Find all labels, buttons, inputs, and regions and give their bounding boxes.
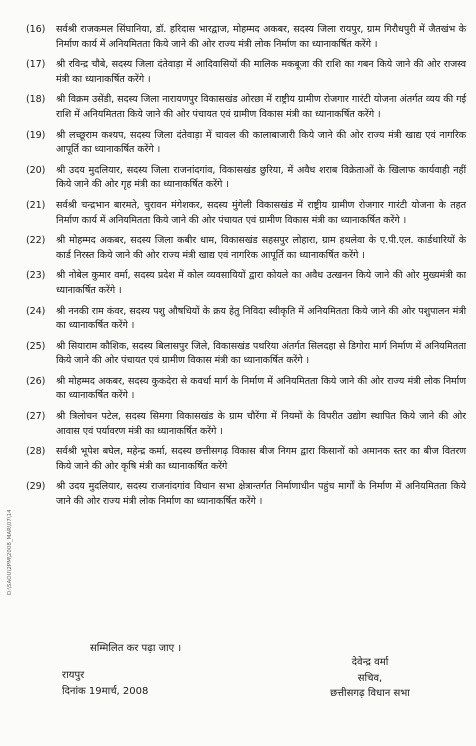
item-number: (17) <box>26 59 46 71</box>
item-number: (26) <box>26 375 46 387</box>
list-item <box>26 445 466 474</box>
item-text: श्री त्रिलोचन पटेल, सदस्य सिमगा विकासखंड के ग्राम चौरेंगा में नियमों के विपरीत उद्योग स्थापित किये जाने की ओर आवास एवं पर्यावरण मंत्री का ध्यानाकर्षित करेंगे । <box>56 411 466 437</box>
item-text: श्री विक्रम उसेंडी, सदस्य जिला नारायणपुर विकासखंड ओरछा में राष्ट्रीय ग्रामीण रोजगार गारंटी योजना अंतर्गत व्यय की गई राशि में अनियमितता किये जाने की ओर पंचायत एवं ग्रामीण विकास मंत्री का ध्यानाकर्षित करेंगे । <box>56 94 466 120</box>
item-number: (21) <box>26 199 46 211</box>
item-number: (23) <box>26 270 46 282</box>
item-text: सर्वश्री राजकमल सिंघानिया, डॉ. हरिदास भारद्वाज, मोहम्मद अकबर, सदस्य जिला रायपुर, ग्राम गिरौधपुरी में जैतखंभ के निर्माण कार्य में अनियमितता किये जाने की ओर राज्य मंत्री लोक निर्माण का ध्यानाकर्षित करेंगे । <box>56 24 466 50</box>
list-item <box>26 480 466 509</box>
calling-attention-list <box>26 23 466 516</box>
item-number: (22) <box>26 235 46 247</box>
list-item <box>26 305 466 334</box>
list-item <box>26 58 466 87</box>
item-number: (20) <box>26 164 46 176</box>
list-item <box>26 375 466 404</box>
item-text: श्री रविन्द्र चौबे, सदस्य जिला दंतेवाड़ा में आदिवासियों की मालिक मकबूजा की राशि का गबन किये जाने की ओर राजस्व मंत्री का ध्यानाकर्षित करेंगे । <box>56 59 466 85</box>
item-number: (19) <box>26 129 46 141</box>
item-text: सर्वश्री चन्द्रभान बारमते, चुरावन मंगेशकर, सदस्य मुंगेली विकासखंड में राष्ट्रीय ग्रामीण रोजगार गारंटी योजना के तहत निर्माण कार्य में अनियमितता किये जाने की ओर पंचायत एवं ग्रामीण विकास मंत्री का ध्यानाकर्षित करेंगे । <box>56 199 466 226</box>
list-item <box>26 234 466 263</box>
item-text: श्री उदय मुदलियार, सदस्य जिला राजनांदगांव, विकासखंड छुरिया, में अवैध शराब विक्रेताओं के खिलाफ कार्यवाही नहीं किये जाने की ओर गृह मंत्री का ध्यानाकर्षित करेंगे । <box>56 164 466 191</box>
item-number: (16) <box>26 24 46 35</box>
item-number: (24) <box>26 305 46 317</box>
file-path-code: D:\SAOU\2PM\2008_MAR\07\14 <box>7 509 13 595</box>
item-text: श्री मोहम्मद अकबर, सदस्य जिला कबीर धाम, विकासखंड सहसपुर लोहारा, ग्राम हथलेवा के ए.पी.एल. कार्डधारियों के कार्ड निरस्त किये जाने की ओर राज्य मंत्री खाद्य एवं नागरिक आपूर्ति का ध्यानाकर्षित करेंगे । <box>56 235 466 261</box>
list-item <box>26 410 466 439</box>
list-item <box>26 199 466 228</box>
item-text: श्री उदय मुदलियार, सदस्य राजनांदगांव विधान सभा क्षेत्रान्तर्गत निर्माणाधीन पहुंच मार्गों के निर्माण में अनियमितता किये जाने की ओर राज्य मंत्री लोक निर्माण का ध्यानाकर्षित करेंगे । <box>56 481 466 508</box>
signatory-name: देवेन्द्र वर्मा <box>351 657 389 668</box>
item-number: (28) <box>26 446 46 458</box>
signature-block <box>300 655 440 702</box>
list-item <box>26 164 466 193</box>
item-number: (29) <box>26 481 46 493</box>
list-item <box>26 93 466 122</box>
date-text: दिनांक 19मार्च, 2008 <box>62 686 149 697</box>
item-text: श्री सियाराम कौशिक, सदस्य बिलासपुर जिले, विकासखंड पथरिया अंतर्गत सिलदहा से डिगोरा मार्ग निर्माण में अनियमितता किये जाने की ओर पंचायत एवं ग्रामीण विकास मंत्री का ध्यानाकर्षित करेंगे । <box>56 340 466 367</box>
list-item <box>26 23 466 52</box>
signatory-office: छत्तीसगढ़ विधान सभा <box>330 688 410 699</box>
place-text: रायपुर <box>62 670 85 681</box>
item-text: सर्वश्री भूपेश बघेल, महेन्द्र कर्मा, सदस्य छत्तीसगढ़ विकास बीज निगम द्वारा किसानों को अमानक स्तर का बीज वितरण किये जाने की ओर कृषि मंत्री का ध्यानाकर्षित करेंगे <box>56 446 466 472</box>
item-text: श्री ननकी राम कंवर, सदस्य पशु औषधियों के क्रय हेतु निविदा स्वीकृति में अनियमितता किये जाने की ओर पशुपालन मंत्री का ध्यानाकर्षित करेंगे । <box>56 305 466 332</box>
list-item <box>26 269 466 298</box>
instruction-note: सम्मिलित कर पढ़ा जाए । <box>90 643 182 654</box>
item-number: (18) <box>26 94 46 106</box>
item-text: श्री मोहम्मद अकबर, सदस्य कुकदेरा से कवर्धा मार्ग के निर्माण में अनियमितता किये जाने की ओर राज्य मंत्री लोक निर्माण का ध्यानाकर्षित करेंगे । <box>56 375 466 402</box>
signatory-designation: सचिव, <box>357 672 383 684</box>
item-number: (27) <box>26 411 46 423</box>
item-text: श्री नोबेल कुमार वर्मा, सदस्य प्रदेश में कोल व्यवसायियों द्वारा कोयले का अवैध उत्खनन किये जाने की ओर मुख्यमंत्री का ध्यानाकर्षित करेंगे । <box>56 270 466 296</box>
item-text: श्री लच्छूराम कश्यप, सदस्य जिला दंतेवाड़ा में चावल की कालाबाजारी किये जाने की ओर राज्य मंत्री खाद्य एवं नागरिक आपूर्ति का ध्यानाकर्षित करेंगे । <box>56 129 466 156</box>
list-item <box>26 340 466 369</box>
item-number: (25) <box>26 340 46 352</box>
list-item <box>26 129 466 158</box>
